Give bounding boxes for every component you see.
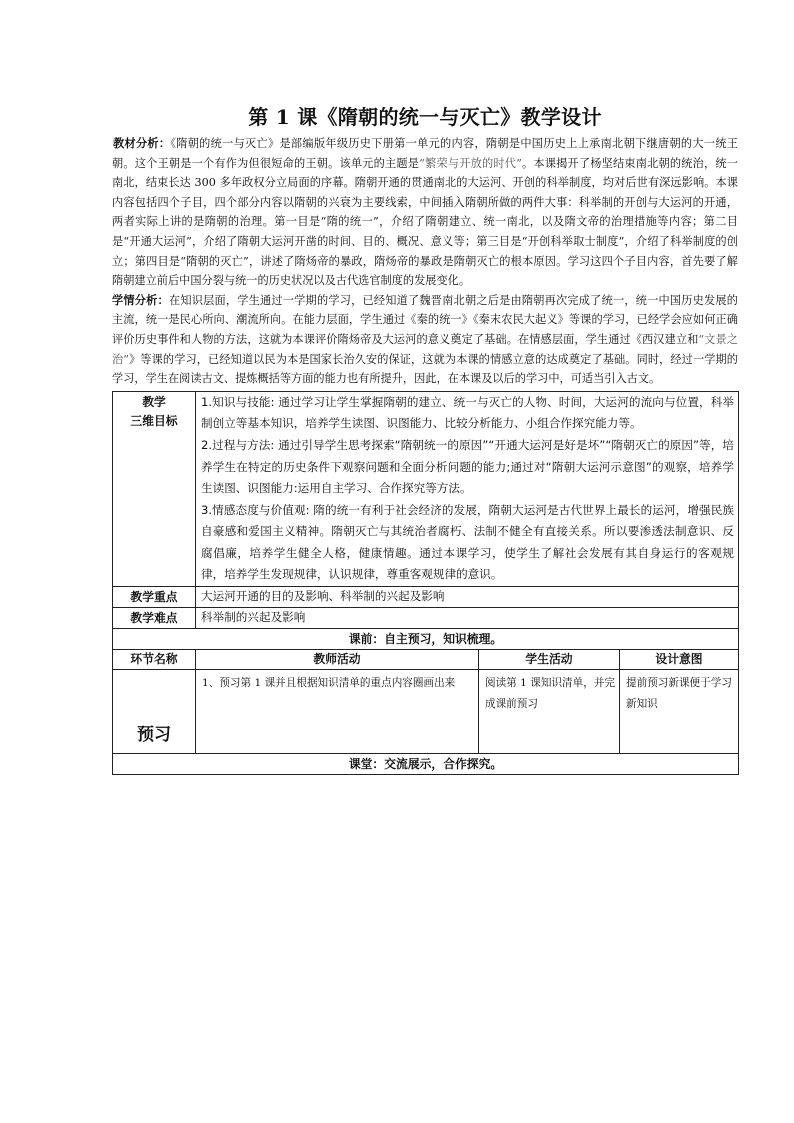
material-analysis-label: 教材分析： <box>113 136 171 150</box>
objective-process: 2.过程与方法: 通过引导学生思考探索“隋朝统一的原因”“开通大运河是好是坏”“隋朝灭亡的原因”等，培养学生在特定的历史条件下观察问题和全面分析问题的能力;通过对“隋朝大运河示意图”的观察，培养学生读图、识图能力:运用自主学习、合作探究等方法。 <box>201 437 735 496</box>
document-page <box>112 100 738 775</box>
header-teacher: 教师活动 <box>196 650 479 670</box>
objectives-label-line1: 教学 <box>142 394 166 409</box>
preview-student-activity: 阅读第 1 课知识清单，并完成课前预习 <box>479 670 620 754</box>
in-class-row <box>113 754 739 775</box>
learner-analysis-text-2: 》等课的学习，已经知道以民为本是国家长治久安的保证，这就为本课的情感立意的达成奠定了基础。同时，经过一学期的学习，学生在阅读古文、提炼概括等方面的能力也有所提升，因此，在本课及以后的学习中，可适当引入古文。 <box>112 352 738 386</box>
header-stage: 环节名称 <box>113 650 196 670</box>
objectives-label-cell <box>113 391 196 586</box>
preview-stage: 预习 <box>113 670 196 754</box>
material-analysis-text-2: 。本课揭开了杨坚结束南北朝的统治，统一南北，结束长达 300 多年政权分立局面的序幕。隋朝开通的贯通南北的大运河、开创的科举制度，均对后世有深远影响。本课内容包括四个子目，四个部分内容以隋朝的兴衰为主要线索，中间插入隋朝所做的两件大事：科举制的开创与大运河的开通，两者实际上讲的是隋朝的治理。第一目是“隋的统一”，介绍了隋朝建立、统一南北，以及隋文帝的治理措施等内容；第二目是“开通大运河”，介绍了隋朝大运河开凿的时间、目的、概况、意义等；第三目是“开创科举取士制度”，介绍了科举制度的创立；第四目是“隋朝的灭亡”，讲述了隋炀帝的暴政，隋炀帝的暴政是隋朝灭亡的根本原因。学习这四个子目内容，首先要了解隋朝建立前后中国分裂与统一的历史状况以及古代选官制度的发展变化。 <box>112 156 738 288</box>
key-point-label: 教学重点 <box>113 587 196 608</box>
pre-class-row <box>113 629 739 650</box>
preview-teacher-activity: 1、预习第 1 课并且根据知识清单的重点内容圈画出来 <box>196 670 479 754</box>
header-intent: 设计意图 <box>620 650 739 670</box>
key-point-text: 大运河开通的目的及影响、科举制的兴起及影响 <box>196 587 739 608</box>
learner-analysis-text-1: 在知识层面，学生通过一学期的学习，已经知道了魏晋南北朝之后是由隋朝再次完成了统一，统一中国历史发展的主流，统一是民心所向、潮流所向。在能力层面，学生通过《秦的统一》《秦末农民大起义》等课的学习，已经学会应如何正确评价历史事件和人物的方法，这就为本课评价隋炀帝及大运河的意义奠定了基础。在情感层面，学生通过《西汉建立和 <box>112 293 738 346</box>
material-analysis-text-1: 《隋朝的统一与灭亡》是部编版年级历史下册第一单元的内容，隋朝是中国历史上上承南北朝下继唐朝的大一统王朝。这个王朝是一个有作为但很短命的王朝。该单元的主题是 <box>112 137 738 170</box>
objective-emotion: 3.情感态度与价值观: 隋的统一有利于社会经济的发展，隋朝大运河是古代世界上最长的运河，增强民族自豪感和爱国主义精神。隋朝灭亡与其统治者腐朽、法制不健全有直接关系。所以要渗透法制意识、反腐倡廉，培养学生健全人格，健康情趣。通过本课学习，使学生了解社会发展有其自身运行的客观规律，培养学生发现规律，认识规律，尊重客观规律的意识。 <box>201 502 735 582</box>
difficulty-label: 教学难点 <box>113 608 196 629</box>
in-class-heading: 课堂：交流展示，合作探究。 <box>113 754 739 775</box>
material-analysis-theme: “繁荣与开放的时代” <box>419 156 522 170</box>
learner-analysis-label: 学情分析： <box>112 292 169 307</box>
material-analysis <box>112 134 738 291</box>
difficulty-row <box>113 608 739 629</box>
preview-row <box>113 670 739 754</box>
objectives-row <box>113 391 739 586</box>
key-point-row <box>113 587 739 608</box>
lesson-plan-table <box>112 391 739 775</box>
page-title: 第 1 课《隋朝的统一与灭亡》教学设计 <box>248 105 602 129</box>
objectives-content-cell <box>196 391 739 586</box>
pre-class-heading: 课前：自主预习，知识梳理。 <box>113 629 739 650</box>
objective-knowledge: 1.知识与技能: 通过学习让学生掌握隋朝的建立、统一与灭亡的人物、时间，大运河的流向与位置，科举制创立等基本知识，培养学生读图、识图能力、比较分析能力、小组合作探究能力等。 <box>201 394 735 431</box>
objectives-label-line2: 三维目标 <box>130 413 178 428</box>
header-student: 学生活动 <box>479 650 620 670</box>
preview-design-intent: 提前预习新课便于学习新知识 <box>620 670 739 754</box>
difficulty-text: 科举制的兴起及影响 <box>196 608 739 629</box>
learner-analysis <box>112 291 738 389</box>
learner-analysis-term: “文景之治” <box>112 332 738 366</box>
column-header-row <box>113 650 739 670</box>
